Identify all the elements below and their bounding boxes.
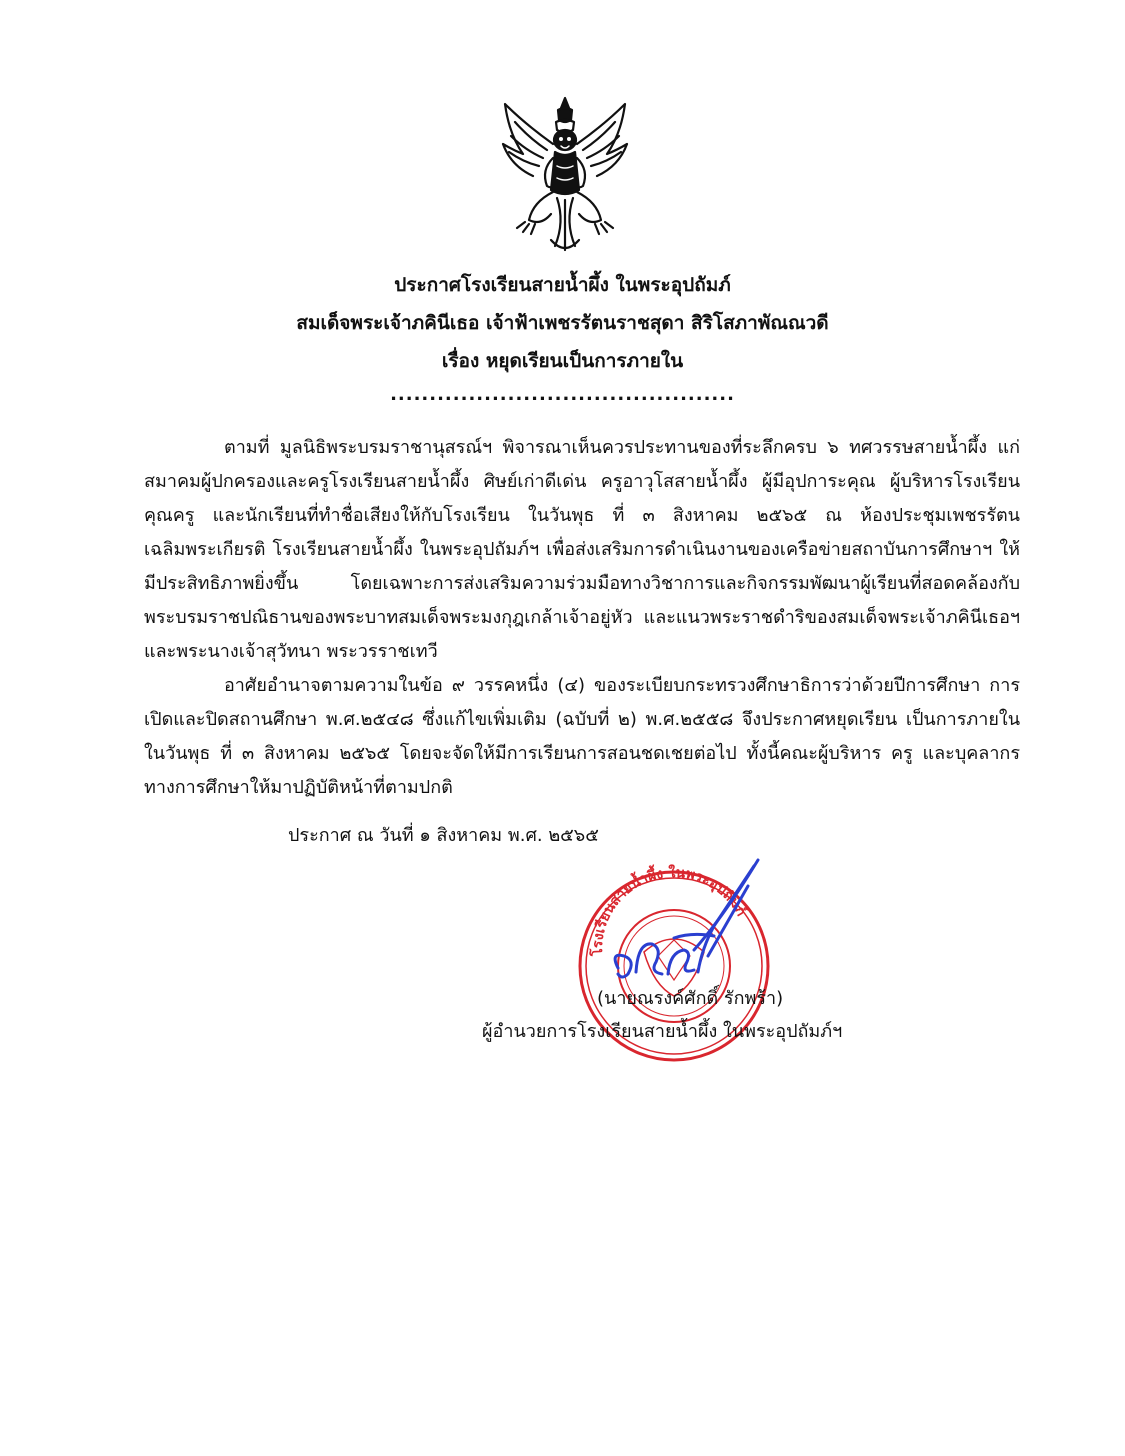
- announcement-header: [0, 266, 1125, 380]
- title-separator: ............................................: [390, 384, 735, 405]
- signer-title: ผู้อำนวยการโรงเรียนสายน้ำผึ้ง ในพระอุปถัมภ์ฯ: [482, 1021, 843, 1042]
- announcement-subject: เรื่อง หยุดเรียนเป็นการภายใน: [441, 350, 684, 372]
- body-paragraph-1: ตามที่ มูลนิธิพระบรมราชานุสรณ์ฯ พิจารณาเห็นควรประทานของที่ระลึกครบ ๖ ทศวรรษสายน้ำผึ้ง แก่สมาคมผู้ปกครองและครูโรงเรียนสายน้ำผึ้ง ศิษย์เก่าดีเด่น ครูอาวุโสสายน้ำผึ้ง ผู้มีอุปการะคุณ ผู้บริหารโรงเรียน คุณครู และนักเรียนที่ทำชื่อเสียงให้กับโรงเรียน ในวันพุธ ที่ ๓ สิงหาคม ๒๕๖๕ ณ ห้องประชุมเพชรรัตน เฉลิมพระเกียรติ โรงเรียนสายน้ำผึ้ง ในพระอุปถัมภ์ฯ เพื่อส่งเสริมการดำเนินงานของเครือข่ายสถาบันการศึกษาฯ ให้มีประสิทธิภาพยิ่งขึ้น โดยเฉพาะการส่งเสริมความร่วมมือทางวิชาการและกิจกรรมพัฒนาผู้เรียนที่สอดคล้องกับ พระบรมราชปณิธานของพระบาทสมเด็จพระมงกุฎเกล้าเจ้าอยู่หัว และแนวพระราชดำริของสมเด็จพระเจ้าภคินีเธอฯ และพระนางเจ้าสุวัทนา พระวรราชเทวี: [144, 437, 1020, 662]
- stamp-text: โรงเรียนสายน้ำผึ้ง ในพระอุปถัมภ์: [589, 865, 749, 957]
- body-paragraph-2: อาศัยอำนาจตามความในข้อ ๙ วรรคหนึ่ง (๔) ของระเบียบกระทรวงศึกษาธิการว่าด้วยปีการศึกษา การเปิดและปิดสถานศึกษา พ.ศ.๒๕๔๘ ซึ่งแก้ไขเพิ่มเติม (ฉบับที่ ๒) พ.ศ.๒๕๕๘ จึงประกาศหยุดเรียน เป็นการภายใน ในวันพุธ ที่ ๓ สิงหาคม ๒๕๖๕ โดยจะจัดให้มีการเรียนการสอนชดเชยต่อไป ทั้งนี้คณะผู้บริหาร ครู และบุคลากรทางการศึกษาให้มาปฏิบัติหน้าที่ตามปกติ: [144, 675, 1020, 798]
- announcement-title: ประกาศโรงเรียนสายน้ำผึ้ง ในพระอุปถัมภ์: [394, 274, 731, 296]
- announcement-date: ประกาศ ณ วันที่ ๑ สิงหาคม พ.ศ. ๒๕๖๕: [288, 825, 599, 846]
- announcement-patron-line: สมเด็จพระเจ้าภคินีเธอ เจ้าฟ้าเพชรรัตนราชสุดา สิริโสภาพัณณวดี: [296, 312, 829, 334]
- announcement-body: [144, 431, 1020, 805]
- signer-name: (นายณรงค์ศักดิ์ รักพร้า): [597, 988, 784, 1009]
- garuda-emblem-icon: [495, 94, 635, 256]
